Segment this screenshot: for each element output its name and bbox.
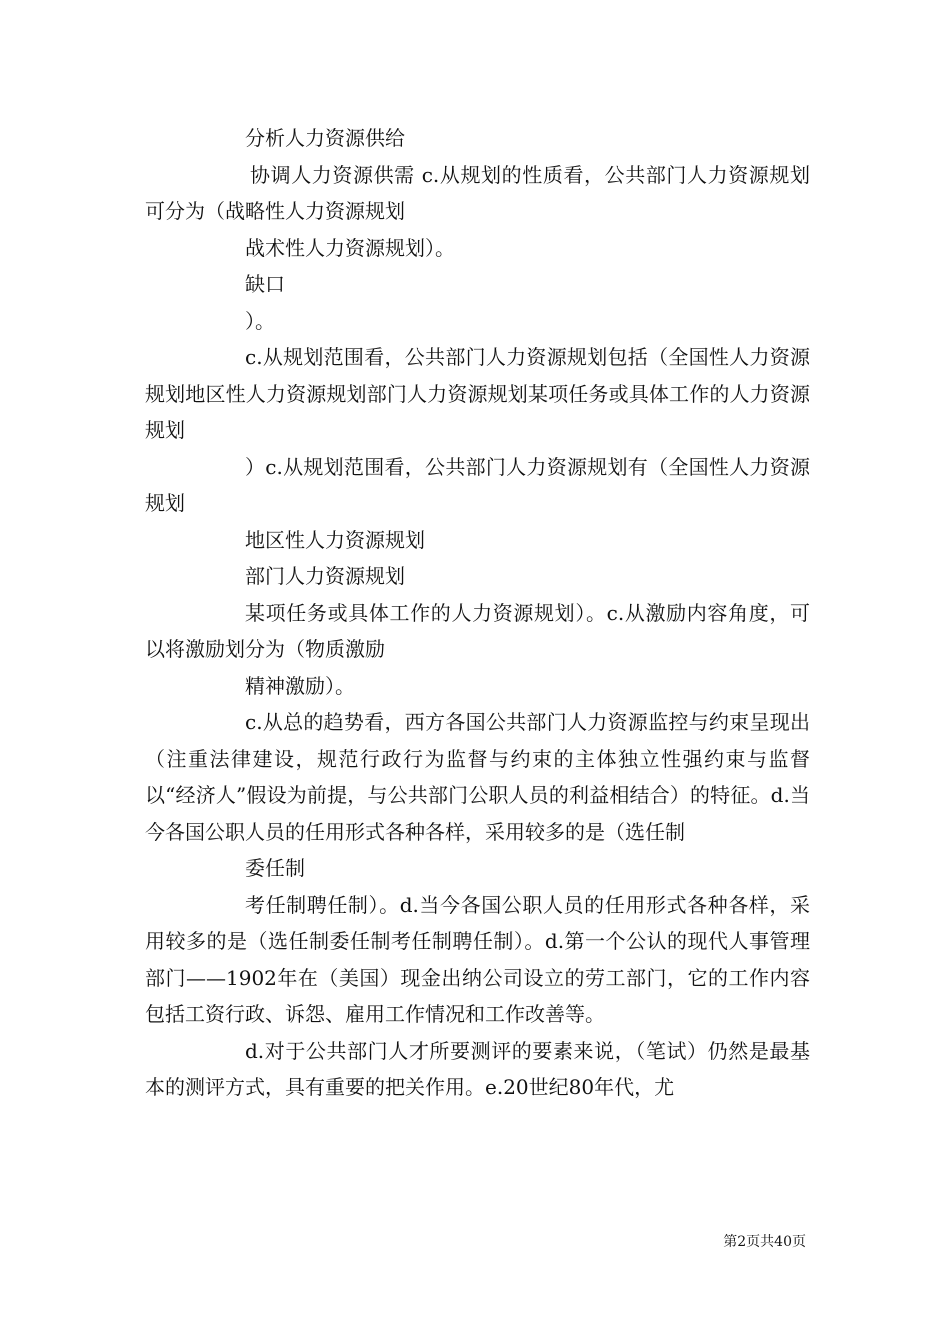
paragraph: d.对于公共部门人才所要测评的要素来说，（笔试）仍然是最基本的测评方式，具有重要的把关作用。e.20世纪80年代，尤 <box>145 1038 810 1099</box>
paragraph: 地区性人力资源规划 <box>245 527 425 552</box>
paragraph: 考任制聘任制）。d.当今各国公职人员的任用形式各种各样，采用较多的是（选任制委任制考任制聘任制）。d.第一个公认的现代人事管理部门——1902年在（美国）现金出纳公司设立的劳工部门，它的工作内容包括工资行政、诉怨、雇用工作情况和工作改善等。 <box>145 892 810 1026</box>
body-text <box>145 120 810 1106</box>
paragraph: 缺口 <box>245 272 285 296</box>
paragraph: ）c.从规划范围看，公共部门人力资源规划有（全国性人力资源规划 <box>145 454 810 515</box>
paragraph: 部门人力资源规划 <box>245 564 405 588</box>
paragraph: 协调人力资源供需 c.从规划的性质看，公共部门人力资源规划可分为（战略性人力资源规划 <box>145 162 810 223</box>
paragraph: 委任制 <box>245 856 305 880</box>
paragraph: 战术性人力资源规划）。 <box>245 235 455 260</box>
paragraph: ）。 <box>245 308 275 333</box>
paragraph: 精神激励）。 <box>245 673 355 698</box>
paragraph: 某项任务或具体工作的人力资源规划）。c.从激励内容角度，可以将激励划分为（物质激励 <box>145 600 810 661</box>
paragraph: c.从总的趋势看，西方各国公共部门人力资源监控与约束呈现出（注重法律建设，规范行政行为监督与约束的主体独立性强约束与监督以“经济人”假设为前提，与公共部门公职人员的利益相结合）的特征。d.当今各国公职人员的任用形式各种各样，采用较多的是（选任制 <box>145 710 810 844</box>
paragraph: c.从规划范围看，公共部门人力资源规划包括（全国性人力资源规划地区性人力资源规划部门人力资源规划某项任务或具体工作的人力资源规划 <box>145 345 810 442</box>
paragraph: 分析人力资源供给 <box>245 126 405 150</box>
page-number: 第2页共40页 <box>723 1234 806 1250</box>
